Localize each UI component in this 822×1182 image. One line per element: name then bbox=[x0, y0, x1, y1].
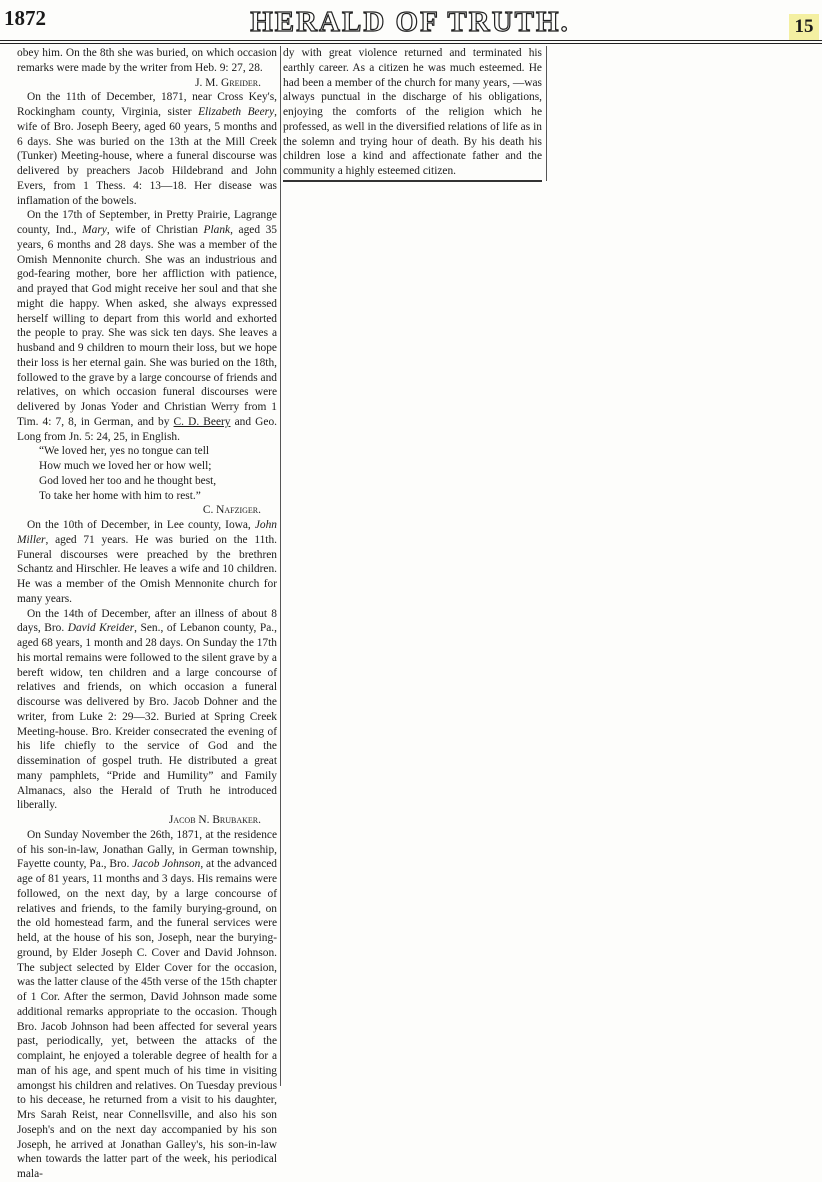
underlined-name: C. D. Beery bbox=[173, 415, 231, 428]
article-end-rule bbox=[283, 180, 542, 182]
obituary-paragraph-continued: dy with great violence returned and terminated his earthly career. As a citizen he was much esteemed. He had been a member of the church for many years, —was always punctual in the discharge of his obligations, enjoying the comforts of the religion which he professed, as well in the diversified relations of life as in the solemn and trying hour of death. By his death his children lose a kind and affectionate father and the community a highly esteemed citizen. bbox=[283, 47, 542, 177]
signature: J. M. Greider. bbox=[195, 76, 261, 89]
signature: C. Nafziger. bbox=[202, 504, 261, 517]
poem-line: “We loved her, yes no tongue can tell bbox=[39, 445, 210, 458]
deceased-name: Elizabeth Beery bbox=[198, 106, 275, 118]
obituary-paragraph: On the 14th of December, after an illness of about 8 days, Bro. David Kreider, Sen., of Lebanon county, Pa., aged 68 years, 1 month and 28 days. On Sunday the 17th his mortal remains were followed to the silent grave by a bereft widow, ten children and a large concourse of relatives and friends, on which occasion a funeral discourse was delivered by Bro. Jacob Dohner and the writer, from Luke 2: 29—32. Buried at Spring Creek Meeting-house. Bro. Kreider consecrated the evening of his life chiefly to the service of God and the dissemination of gospel truth. He distributed a great many pamphlets, “Pride and Humility” and Family Almanacs, also the Herald of Truth he introduced liberally. bbox=[17, 607, 277, 812]
header-rule-bottom bbox=[0, 43, 822, 44]
masthead-title: HERALD OF TRUTH. bbox=[250, 6, 570, 38]
poem-line: To take her home with him to rest.” bbox=[39, 489, 201, 502]
obituary-paragraph: On Sunday November the 26th, 1871, at the residence of his son-in-law, Jonathan Gally, in German township, Fayette county, Pa., Bro. Jacob Johnson, at the advanced age of 81 years, 11 months and 3 days. His remains were followed, on the next day, by a large concourse of relatives and friends, to the family burying-ground, on the old homestead farm, and the funeral services were held, at the house of his son, Joseph, near the burying-ground, by Elder Joseph C. Cover and David Johnson. The subject selected by Elder Cover for the occasion, was the latter clause of the 45th verse of the 15th chapter of 1 Cor. After the sermon, David Johnson made some additional remarks appropriate to the occasion. Though Bro. Jacob Johnson had been affected for several years past, periodically, yet, between the attacks of the complaint, he enjoyed a tolerable degree of health for a man of his age, and spent much of his time in visiting amongst his children and relatives. On Tuesday previous to his decease, he returned from a visit to his daughter, Mrs Sarah Reist, near Connellsville, and also his son Joseph's and on the next day accompanied by his son Joseph, he arrived at Jonathan Galley's, his son-in-law when towards the latter part of the week, his periodical mala- bbox=[17, 828, 277, 1180]
header-rule-top bbox=[0, 40, 822, 41]
obituary-paragraph: On the 11th of December, 1871, near Cross Key's, Rockingham county, Virginia, sister Elizabeth Beery, wife of Bro. Joseph Beery, aged 60 years, 5 months and 6 days. She was buried on the 13th at the Mill Creek (Tunker) Meeting-house, where a funeral discourse was delivered by preachers Jacob Hildebrand and John Evers, from 1 Thess. 4: 13—18. Her disease was inflamation of the bowels. bbox=[17, 91, 278, 207]
column-divider bbox=[280, 46, 281, 1086]
spouse-name: Plank bbox=[203, 224, 231, 236]
page-header bbox=[0, 0, 822, 42]
deceased-name: John Miller bbox=[17, 519, 277, 546]
deceased-name: Mary bbox=[82, 224, 107, 236]
obituary-paragraph: On the 10th of December, in Lee county, Iowa, John Miller, aged 71 years. He was buried on the 11th. Funeral discourses were preached by the brethren Schantz and Hirschler. He leaves a wife and 10 children. He was a member of the Omish Mennonite church for many years. bbox=[17, 519, 277, 605]
issue-year: 1872 bbox=[4, 6, 46, 30]
obituary-paragraph: obey him. On the 8th she was buried, on which occasion remarks were made by the writer from Heb. 9: 27, 28. bbox=[17, 47, 277, 74]
poem-line: God loved her too and he thought best, bbox=[39, 474, 217, 487]
page-number: 15 bbox=[789, 14, 819, 40]
obituary-paragraph: On the 17th of September, in Pretty Prairie, Lagrange county, Ind., Mary, wife of Christian Plank, aged 35 years, 6 months and 28 days. She was a member of the Omish Mennonite church. She was an industrious and god-fearing mother, bore her affliction with patience, and prayed that God might receive her soul and that she might die happy. When asked, she always expressed herself willing to depart from this world and exhorted the people to pray. She was sick ten days. She leaves a husband and 9 children to mourn their loss, but we hope their loss is her eternal gain. She was buried on the 18th, followed to the grave by a large concourse of friends and relatives, on which occasion funeral discourses were delivered by Jonas Yoder and Christian Werry from 1 Tim. 4: 7, 8, in German, and by C. D. Beery and Geo. Long from Jn. 5: 24, 25, in English. bbox=[17, 209, 278, 443]
signature: Jacob N. Brubaker. bbox=[168, 814, 261, 826]
deceased-name: David Kreider bbox=[67, 622, 135, 635]
poem-line: How much we loved her or how well; bbox=[39, 460, 212, 472]
column-divider bbox=[546, 46, 547, 181]
column-left bbox=[17, 46, 278, 1180]
column-middle bbox=[283, 46, 542, 176]
deceased-name: Jacob Johnson bbox=[132, 858, 201, 871]
